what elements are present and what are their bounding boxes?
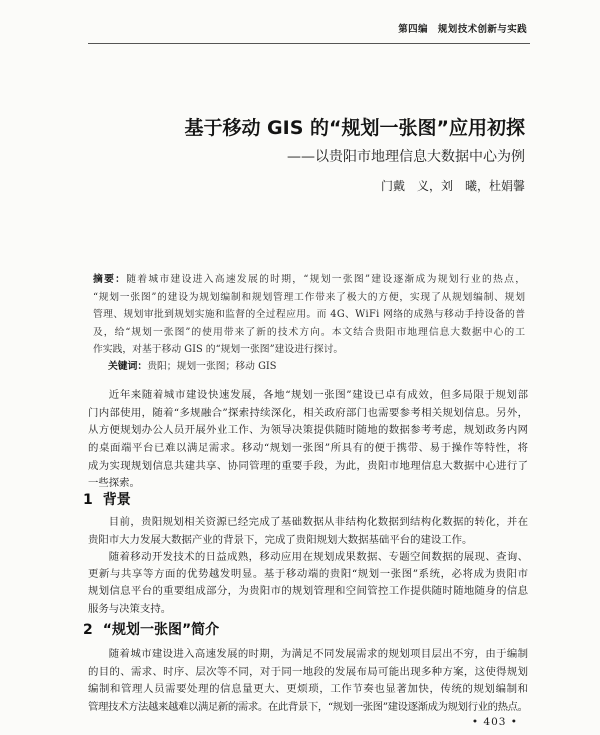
paragraph-line: 的目的、需求、时序、层次等不同，对于同一地段的发展布局可能出现多种方案，这使得规划 <box>88 665 529 678</box>
paragraph-line: 成为实现规划信息共建共享、协同管理的重要手段，为此，贵阳市地理信息大数据中心进行了 <box>88 459 529 472</box>
keywords-label: 关键词： <box>108 360 148 372</box>
abstract-line: 管理、规划审批到规划实施和监督的全过程应用。而 4G、WiFi 网络的成熟与移动手持设备的普 <box>93 309 526 320</box>
paragraph-line: 更新与共享等方面的优势越发明显。基于移动端的贵阳“规划一张图”系统，必将成为贵阳市 <box>88 568 529 581</box>
intro-paragraph <box>88 387 528 493</box>
article-authors: 门戴 义，刘 曦，杜娟馨 <box>380 179 525 193</box>
paragraph-line: 门内部使用，随着“多规融合”探索持续深化，相关政府部门也需要参考相关规划信息。另外， <box>88 406 529 419</box>
running-header <box>398 23 527 37</box>
page-number: • 403 • <box>471 716 518 728</box>
paragraph <box>88 514 528 549</box>
keywords-line <box>108 358 525 375</box>
paragraph-line: 贵阳市大力发展大数据产业的背景下，完成了贵阳规划大数据基础平台的建设工作。 <box>88 533 473 546</box>
section-body <box>88 646 528 716</box>
section-number: 2 <box>83 622 93 638</box>
paragraph-line: 从方便规划办公人员开展外业工作、为领导决策提供随时随地的数据参考考虑，规划政务内网 <box>88 424 529 437</box>
keywords-text: 贵阳；规划一张图；移动 GIS <box>147 360 277 372</box>
section-title: “规划一张图”简介 <box>102 622 220 638</box>
abstract-line: “规划一张图”的建设为规划编制和规划管理工作带来了极大的方便，实现了从规划编制、规划 <box>93 291 526 303</box>
paragraph <box>88 549 528 618</box>
abstract-line: 作实践，对基于移动 GIS 的“规划一张图”建设进行探讨。 <box>93 344 344 355</box>
abstract <box>93 271 525 359</box>
article-title: 基于移动 GIS 的“规划一张图”应用初探 <box>184 117 525 139</box>
section-number: 1 <box>83 492 93 508</box>
header-rule <box>88 43 530 44</box>
article-subtitle: ——以贵阳市地理信息大数据中心为例 <box>287 149 525 165</box>
section-heading <box>83 621 219 639</box>
paragraph-line: 一些探索。 <box>88 477 140 490</box>
paragraph-line: 规划信息平台的重要组成部分，为贵阳市的规划管理和空间管控工作提供随时随地随身的信息 <box>88 585 529 598</box>
part-title: 规划技术创新与实践 <box>437 24 527 35</box>
section-body <box>88 514 528 618</box>
paragraph <box>88 646 528 716</box>
section-title: 背景 <box>102 492 131 508</box>
paragraph-line: 的桌面端平台已难以满足需求。移动“规划一张图”所具有的便于携带、易于操作等特性，将 <box>88 441 529 454</box>
paragraph-line: 服务与决策支持。 <box>88 602 172 615</box>
paragraph-line: 随着城市建设进入高速发展的时期，为满足不同发展需求的规划项目层出不穷，由于编制 <box>108 648 529 661</box>
paragraph-line: 目前，贵阳规划相关资源已经完成了基础数据从非结构化数据到结构化数据的转化，并在 <box>108 516 529 529</box>
paragraph-line: 编制和管理人员需要处理的信息量更大、更烦琐，工作节奏也显著加快，传统的规划编制和 <box>88 683 529 696</box>
part-label: 第四编 <box>398 24 428 35</box>
keywords <box>108 358 525 375</box>
section-heading <box>83 491 131 509</box>
abstract-line <box>93 271 525 289</box>
abstract-line: 及，给“规划一张图”的使用带来了新的技术方向。本文结合贵阳市地理信息大数据中心的工 <box>93 326 526 338</box>
abstract-label: 摘要： <box>93 274 127 285</box>
paragraph-line: 随着移动开发技术的日益成熟，移动应用在规划成果数据、专题空间数据的展现、查询、 <box>108 550 529 563</box>
paragraph-line: 管理技术方法越来越难以满足新的需求。在此背景下，“规划一张图”建设逐渐成为规划行业的热点。 <box>88 700 528 713</box>
paragraph-line: 近年来随着城市建设快速发展，各地“规划一张图”建设已卓有成效，但多局限于规划部 <box>108 389 529 402</box>
abstract-text: 随着城市建设进入高速发展的时期，“规划一张图”建设逐渐成为规划行业的热点， <box>126 274 527 285</box>
